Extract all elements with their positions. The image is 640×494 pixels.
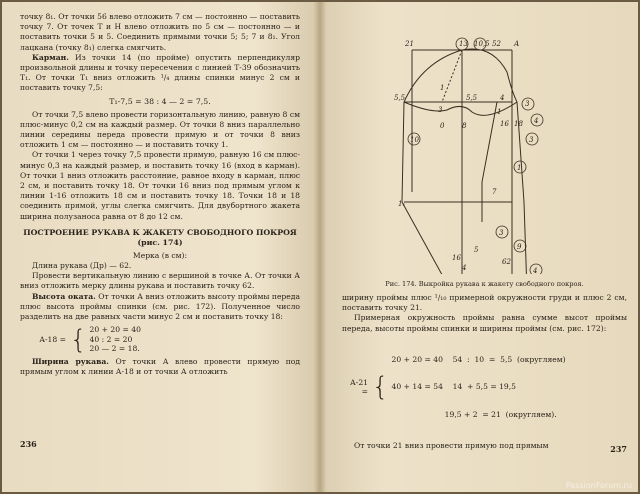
figure-label: 8 [462, 122, 467, 130]
formula-row: 20 + 20 = 40 54 : 10 = 5,5 (округляем) [391, 354, 566, 364]
figure-label: 3 [525, 100, 530, 108]
figure-label: 4 [534, 117, 539, 125]
karman-text: Из точки 14 (по пройме) опустить перпендикуляр произвольной длины и точку пересечения с линией Т-39 обозначить Т₁. От точки Т₁ вниз отложить ¹/₄ длины спинки минус 2 см и поставить точку 7,5: [20, 52, 300, 93]
figure-label: 16 [452, 254, 461, 262]
figure-label: 3 [529, 136, 534, 144]
formula-a21 [342, 337, 627, 438]
sleeve-pattern-figure [342, 2, 627, 274]
vysota-text: От точки А вниз отложить высоту проймы переда плюс высота проймы спинки (см. рис. 172). Полученное число разделить на две равных части минус 2 см и поставить точку 18: [20, 291, 300, 322]
formula-a18 [20, 325, 300, 354]
figure-label: 4 [462, 264, 467, 272]
figure-label: 3 [438, 106, 443, 114]
paragraph: От точки 1 через точку 7,5 провести прямую, равную 16 см плюс-минус 0,3 на каждый размер, и поставить точку 16 (вход в карман). От точки 1 вниз отложить расстояние, равное входу в карман, плюс 2 см, и поставить точку 18. От точки 16 вниз под прямым углом к линии 1-16 отложить 18 см и поставить точку 18. Точки 18 и 18 соединить прямой, углы слегка смягчить. Для двубортного жакета ширина полузаноса равна от 8 до 12 см. [20, 150, 300, 221]
figure-label: 21 [405, 40, 414, 48]
point-markers [408, 38, 543, 274]
heading-line: ПОСТРОЕНИЕ РУКАВА К ЖАКЕТУ СВОБОДНОГО ПОКРОЯ [23, 227, 297, 237]
paragraph: Провести вертикальную линию с вершиной в точке А. От точки А вниз отложить мерку длины рукава и поставить точку 62. [20, 271, 300, 291]
formula-row: 20 — 2 = 18. [89, 344, 140, 354]
karman-label: Карман. [32, 52, 69, 62]
formula-lhs: А-21 = [350, 378, 368, 397]
figure-label: 62 [502, 258, 511, 266]
figure-label: 16 [500, 120, 509, 128]
paragraph-shirina [20, 357, 300, 377]
right-page [342, 2, 627, 492]
figure-label: 10,5 [474, 40, 490, 48]
left-page [20, 2, 300, 492]
shirina-text: От точки А влево провести прямую под прямым углом к линии А-18 и от точки А отложить [20, 357, 300, 377]
paragraph-karman [20, 53, 300, 94]
paragraph: Примерная окружность проймы равна сумме высот проймы переда, высоты проймы спинки и ширины проймы (см. рис. 172): [342, 313, 627, 333]
figure-label: 5,5 [394, 94, 406, 102]
paragraph-vysota [20, 292, 300, 323]
figure-label: А [514, 40, 520, 48]
figure-label: 9 [517, 243, 522, 251]
shirina-label: Ширина рукава. [32, 357, 109, 367]
formula-row: 40 + 14 = 54 14 + 5,5 = 19,5 [391, 382, 517, 392]
figure-label: 1₁ [398, 200, 406, 208]
section-heading [20, 228, 300, 248]
page-number: 237 [610, 444, 627, 454]
watermark: PassionForum.ru [565, 481, 632, 490]
formula-row: 20 + 20 = 40 [89, 325, 141, 335]
formula-row: 40 : 2 = 20 [89, 334, 133, 344]
heading-line: (рис. 174) [137, 237, 183, 247]
book-spread [2, 2, 638, 492]
figure-label: 3 [499, 229, 504, 237]
figure-label: 5 [474, 246, 479, 254]
vysota-label: Высота оката. [32, 291, 96, 301]
merka-value: Длина рукава (Др) — 62. [32, 261, 132, 271]
figure-label: 1 [440, 84, 445, 92]
paragraph: От точки 21 вниз провести прямую под прямым [354, 440, 549, 450]
formula-rows [392, 337, 566, 438]
paragraph: От точки 7,5 влево провести горизонтальную линию, равную 8 см плюс-минус 0,2 см на каждый размер. От точки 8 вниз параллельно линии середины переда провести прямую и от точки 8 вниз отложить 1 см — постоянно — и поставить точку 1. [20, 109, 300, 150]
figure-caption: Рис. 174. Выкройка рукава к жакету свободного покроя. [385, 280, 584, 288]
formula-t1: Т₁-7,5 = 38 : 4 — 2 = 7,5. [109, 96, 211, 106]
merka-title: Мерка (в см): [132, 250, 188, 260]
brace-icon: { [372, 372, 389, 403]
figure-label: 52 [492, 40, 501, 48]
page-number: 236 [20, 439, 37, 449]
figure-label: 4 [500, 94, 505, 102]
figure-label: 10 [410, 136, 419, 144]
paragraph: ширину проймы плюс ¹/₁₀ примерной окружности груди и плюс 2 см, поставить точку 21. [342, 293, 627, 313]
brace-icon: { [70, 324, 87, 355]
figure-label: 7 [492, 188, 497, 196]
formula-rows [90, 325, 141, 354]
formula-lhs: А-18 = [39, 335, 66, 345]
figure-label: 13 [459, 40, 468, 48]
formula-row: 19,5 + 2 = 21 (округляем). [391, 410, 557, 419]
figure-label: 1 [517, 164, 522, 172]
figure-label: 5,5 [466, 94, 478, 102]
figure-label: 4 [533, 267, 538, 274]
paragraph: точку 8₁. От точки 56 влево отложить 7 см — постоянно — поставить точку 7. От точек Т и Н влево отложить по 5 см — постоянно — и поставить точки 5 и 5. Соединить прямыми точки 5; 5; 7 и 8₁. Угол лацкана (точку 8₁) слегка смягчить. [20, 12, 300, 52]
figure-label: 18 [514, 120, 523, 128]
figure-label: 1 [497, 108, 502, 116]
figure-label: 0 [440, 122, 445, 130]
